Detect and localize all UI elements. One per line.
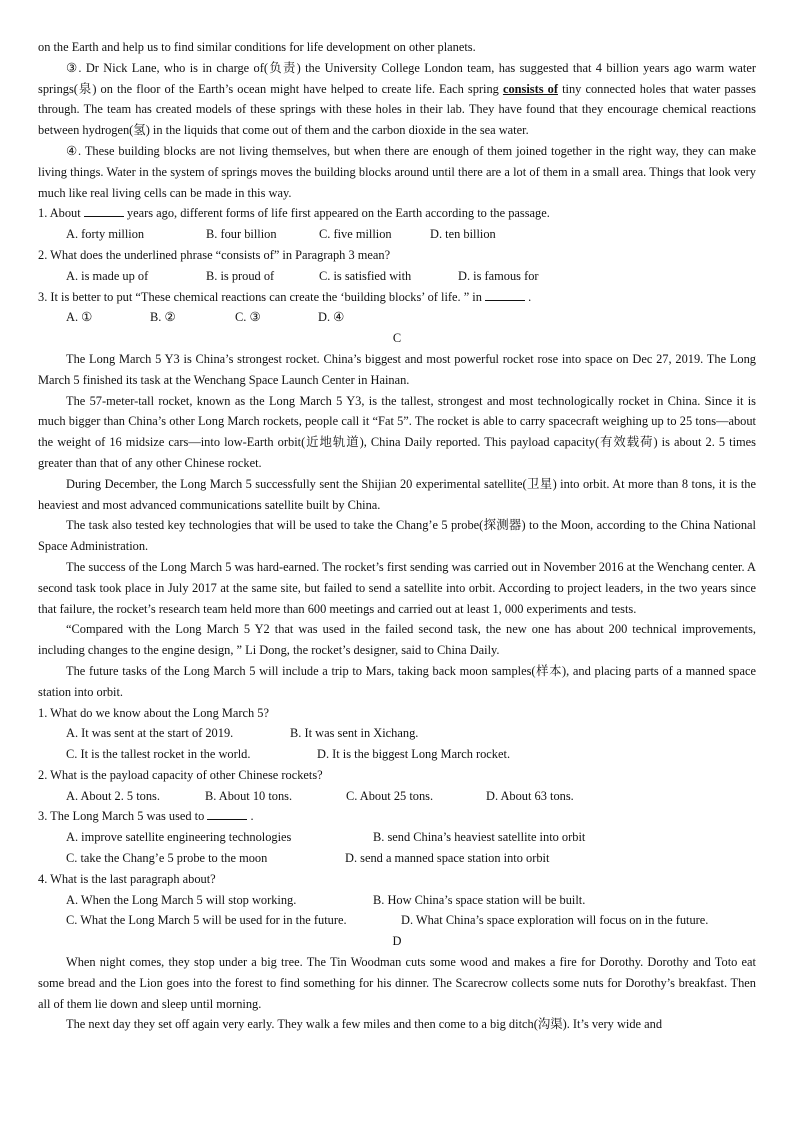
option-d[interactable]: D. It is the biggest Long March rocket. (317, 747, 511, 762)
option-b[interactable]: B. is proud of (206, 268, 275, 283)
sectionC-paragraph-3: During December, the Long March 5 successfully sent the Shijian 20 experimental satellite(卫星) into orbit. At more than 8 tons, it is the heaviest and most advanced communications satellite built by China. (38, 476, 756, 512)
sectionB-q1-options (38, 224, 756, 245)
option-c[interactable]: C. ③ (235, 310, 261, 325)
option-c[interactable]: C. take the Chang’e 5 probe to the moon (66, 851, 268, 866)
sectionC-q3-options-row2 (38, 848, 756, 869)
option-b[interactable]: B. four billion (206, 227, 277, 242)
sectionB-paragraph-4: ④. These building blocks are not living themselves, but when there are enough of them joined together in the right way, they can make living things. Water in the system of springs moves the building blocks around until there are a lot of them in a small area. Things that look very much like real living cells can be made in this way. (38, 143, 756, 200)
question-stem: 3. It is better to put “These chemical reactions can create the ‘building blocks’ of life. ” in (38, 289, 486, 304)
sectionC-question-1: 1. What do we know about the Long March 5? (38, 705, 270, 720)
option-c[interactable]: C. About 25 tons. (346, 788, 434, 803)
option-a[interactable]: A. is made up of (66, 268, 149, 283)
sectionC-q1-options (38, 723, 756, 744)
sectionB-paragraph-2-end: on the Earth and help us to find similar conditions for life development on other planets. (38, 40, 476, 54)
answer-blank (485, 287, 525, 301)
question-stem-end: . (525, 289, 532, 304)
sectionC-q4-options (38, 890, 756, 911)
sectionC-paragraph-5: The success of the Long March 5 was hard-earned. The rocket’s first sending was carried out in November 2016 at the Wenchang center. A second task took place in July 2017 at the same site, but failed to send a satellite into orbit. According to project leaders, in the two years since that failure, the rocket’s research team held more than 600 meetings and carried out at least 1, 000 experiments and tests. (38, 559, 756, 616)
section-d-letter: D (392, 934, 402, 949)
sectionC-q2-options (38, 786, 756, 807)
answer-blank (207, 806, 247, 820)
sectionD-paragraph-1: When night comes, they stop under a big tree. The Tin Woodman cuts some wood and makes a fire for Dorothy. Dorothy and Toto eat some bread and the Lion goes into the forest to find something for his dinner. The Scarecrow collects some nuts for Dorothy’s breakfast. Then all of them lie down and sleep until morning. (38, 955, 756, 1011)
option-a[interactable]: A. forty million (66, 227, 145, 242)
sectionD-paragraph-2: The next day they set off again very early. They walk a few miles and then come to a big ditch(沟渠). It’s very wide and (66, 1017, 663, 1032)
option-a[interactable]: A. It was sent at the start of 2019. (66, 726, 234, 741)
sectionC-paragraph-4: The task also tested key technologies that will be used to take the Chang’e 5 probe(探测器) to the Moon, according to the China National Space Administration. (38, 518, 756, 554)
exam-page (38, 37, 756, 1035)
option-d[interactable]: D. ten billion (430, 227, 496, 242)
option-b[interactable]: B. ② (150, 310, 176, 325)
sectionC-q3-options (38, 827, 756, 848)
option-d[interactable]: D. ④ (318, 310, 345, 325)
sectionB-q2-options (38, 266, 756, 287)
question-stem-end: . (247, 809, 254, 824)
sectionB-p3-text-after: tiny connected holes that water passes through. The team has created models of these springs with these holes in their lab. They have found that they encourage chemical reactions between hydrogen(氢) in the liquids that come out of them and the carbon dioxide in the sea water. (38, 81, 756, 138)
sectionC-paragraph-7: The future tasks of the Long March 5 will include a trip to Mars, taking back moon samples(样本), and placing parts of a manned space station into orbit. (38, 663, 756, 699)
sectionC-q1-options-row2 (38, 744, 756, 765)
option-c[interactable]: C. What the Long March 5 will be used for in the future. (66, 913, 347, 928)
question-stem: 1. About (38, 206, 84, 221)
sectionB-q3-options (38, 307, 756, 328)
question-stem-end: years ago, different forms of life first appeared on the Earth according to the passage. (123, 206, 550, 221)
question-stem: 3. The Long March 5 was used to (38, 809, 208, 824)
option-d[interactable]: D. What China’s space exploration will focus on in the future. (401, 913, 709, 928)
section-c-letter: C (392, 331, 402, 346)
sectionC-paragraph-1: The Long March 5 Y3 is China’s strongest rocket. China’s biggest and most powerful rocket rose into space on Dec 27, 2019. The Long March 5 finished its task at the Wenchang Space Launch Center in Hainan. (38, 351, 756, 387)
sectionC-paragraph-2: The 57-meter-tall rocket, known as the Long March 5 Y3, is the tallest, strongest and most technologically rocket in China. Since it is much bigger than China’s other Long March rockets, people call it “Fat 5”. The rocket is able to carry spacecraft weighing up to 25 tons—about the weight of 16 midsize cars—into low-Earth orbit(近地轨道), China Daily reported. This payload capacity(有效载荷) is about 2. 5 times greater than that of any other Chinese rocket. (38, 393, 756, 470)
option-b[interactable]: B. About 10 tons. (205, 788, 293, 803)
option-d[interactable]: D. is famous for (458, 268, 539, 283)
sectionB-question-1 (38, 203, 756, 224)
option-a[interactable]: A. When the Long March 5 will stop working. (66, 892, 297, 907)
option-a[interactable]: A. improve satellite engineering technologies (66, 830, 292, 845)
sectionB-question-2: 2. What does the underlined phrase “consists of” in Paragraph 3 mean? (38, 247, 391, 262)
option-c[interactable]: C. five million (319, 227, 392, 242)
underlined-phrase: consists of (502, 81, 558, 96)
option-d[interactable]: D. send a manned space station into orbit (345, 851, 550, 866)
sectionC-question-3 (38, 806, 756, 827)
option-c[interactable]: C. is satisfied with (319, 268, 412, 283)
sectionB-p3-text-before: ③. Dr Nick Lane, who is in charge of(负责) the University College London team, has suggested that 4 billion years ago warm water springs(泉) on the floor of the Earth’s ocean might have helped to create life. Each spring (38, 60, 756, 96)
sectionC-question-4: 4. What is the last paragraph about? (38, 871, 216, 886)
option-b[interactable]: B. send China’s heaviest satellite into orbit (373, 830, 586, 845)
option-a[interactable]: A. About 2. 5 tons. (66, 788, 160, 803)
option-d[interactable]: D. About 63 tons. (486, 788, 574, 803)
option-b[interactable]: B. How China’s space station will be built. (373, 892, 586, 907)
sectionC-question-2: 2. What is the payload capacity of other Chinese rockets? (38, 767, 323, 782)
sectionB-paragraph-3 (38, 58, 756, 141)
sectionC-q4-options-row2 (38, 910, 756, 931)
answer-blank (84, 203, 124, 217)
option-a[interactable]: A. ① (66, 310, 93, 325)
sectionC-paragraph-6: “Compared with the Long March 5 Y2 that was used in the failed second task, the new one has about 200 technical improvements, including changes to the engine design, ” Li Dong, the rocket’s designer, said to China Daily. (38, 622, 756, 658)
option-c[interactable]: C. It is the tallest rocket in the world. (66, 747, 251, 762)
option-b[interactable]: B. It was sent in Xichang. (290, 726, 419, 741)
sectionB-question-3 (38, 287, 756, 308)
